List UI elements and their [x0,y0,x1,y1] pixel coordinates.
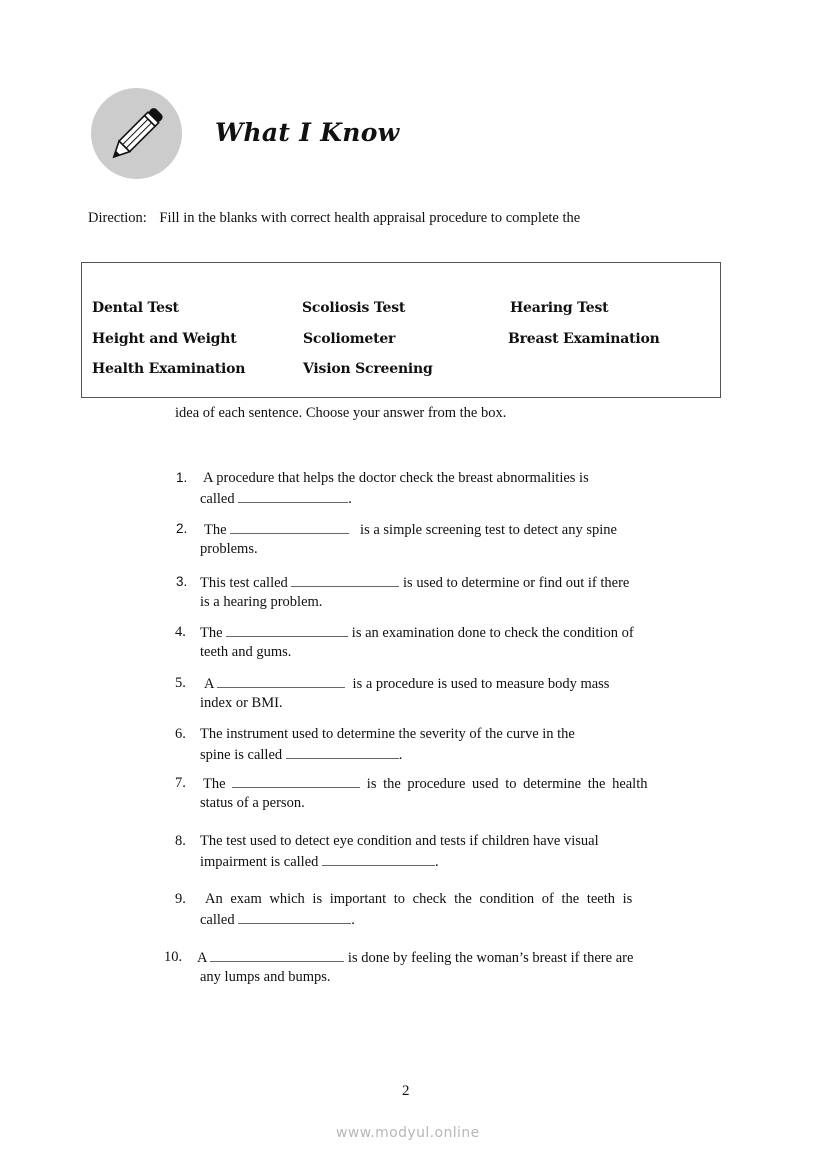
answer-blank[interactable] [238,909,351,924]
answer-blank[interactable] [232,773,360,788]
question-number: 9. [175,891,186,907]
choice-scoliosis-test: Scoliosis Test [302,300,406,316]
question-text: is an examination done to check the condition of [351,625,634,641]
answer-blank[interactable] [238,488,348,503]
question-text-line-2 [200,592,322,612]
direction-line-1: Fill in the blanks with correct health appraisal procedure to complete the [159,210,581,226]
question-text: is the procedure used to determine the health [366,776,648,792]
answer-blank[interactable] [210,947,344,962]
question-text: spine is called [200,747,283,763]
question-text-line-1 [200,622,634,643]
question-text-line-1 [200,572,629,593]
choice-scoliometer: Scoliometer [303,331,396,347]
answer-blank[interactable] [230,519,349,534]
question-text: . [351,912,355,928]
direction-text [88,210,580,227]
answer-blank[interactable] [217,673,345,688]
question-text: impairment is called [200,854,319,870]
question-text-line-2 [200,851,439,872]
choice-vision-screening: Vision Screening [303,361,433,377]
direction-line-2: idea of each sentence. Choose your answer from the box. [175,405,507,421]
question-text: The [203,776,226,792]
question-text: The test used to detect eye condition and tests if children have visual [200,833,599,849]
watermark: www.modyul.online [336,1125,480,1141]
page-number: 2 [402,1083,410,1099]
question-text: . [435,854,439,870]
question-number: 4. [175,624,186,640]
question-text: A procedure that helps the doctor check the breast abnormalities is [203,470,589,486]
question-text: An exam which is important to check the condition of the teeth is [205,891,633,907]
question-text: A [197,950,207,966]
question-number: 1. [176,470,188,485]
pencil-icon [91,88,182,179]
question-text: is a procedure is used to measure body mass [352,676,610,692]
question-text: is used to determine or find out if there [403,575,630,591]
answer-choices-box [81,262,721,398]
question-text: . [348,491,352,507]
direction-label: Direction: [88,210,147,226]
question-text-line-1 [197,947,633,968]
question-text: teeth and gums. [200,644,292,660]
question-text: This test called [200,575,288,591]
question-text-line-2 [200,693,283,713]
question-text: is a hearing problem. [200,594,323,610]
question-text: called [200,912,235,928]
question-text-line-1 [204,519,617,540]
question-text-line-2 [200,793,305,813]
answer-blank[interactable] [286,744,399,759]
question-text-line-2 [200,642,291,662]
question-number: 6. [175,726,186,742]
question-text-line-2 [200,909,355,930]
question-number: 2. [176,521,188,536]
question-text: . [398,747,403,763]
question-text-line-1 [204,673,609,694]
question-number: 5. [175,675,186,691]
question-text: is done by feeling the woman’s breast if there are [347,950,634,966]
question-number: 7. [175,775,186,791]
question-number: 8. [175,833,186,849]
question-text-line-2 [200,744,402,765]
choice-dental-test: Dental Test [92,300,179,316]
question-text: is a simple screening test to detect any spine [360,522,617,538]
question-text: problems. [200,541,258,557]
answer-blank[interactable] [226,622,348,637]
question-text-line-1 [200,724,575,744]
question-text: A [204,676,214,692]
page-title: What I Know [215,118,400,147]
question-text: index or BMI. [200,695,283,711]
question-text-line-1 [203,468,589,488]
question-number: 10. [164,949,183,965]
question-number: 3. [176,574,188,589]
question-text-line-1 [200,831,599,851]
question-text-line-2 [200,539,258,559]
question-text: The instrument used to determine the severity of the curve in the [200,726,575,742]
choice-breast-examination: Breast Examination [508,331,660,347]
question-text: called [200,491,235,507]
question-text: status of a person. [200,795,305,811]
answer-blank[interactable] [322,851,435,866]
question-text-line-2 [200,488,352,509]
question-text-line-1 [203,773,648,794]
choice-hearing-test: Hearing Test [510,300,609,316]
question-text: The [200,625,223,641]
question-text-line-1 [205,889,632,909]
choice-health-examination: Health Examination [92,361,246,377]
question-text: any lumps and bumps. [200,969,331,985]
question-text-line-2 [200,967,331,987]
answer-blank[interactable] [291,572,399,587]
question-text: The [204,522,227,538]
choice-height-and-weight: Height and Weight [92,331,237,347]
